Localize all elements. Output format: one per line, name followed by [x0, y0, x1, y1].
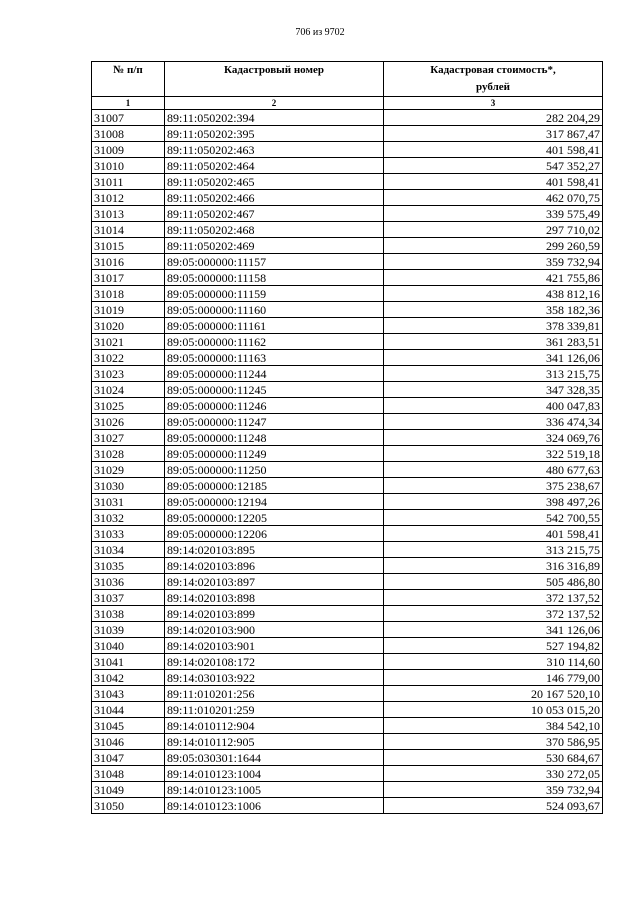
- row-index: 31015: [92, 238, 165, 254]
- table-row: [92, 798, 603, 814]
- cadastral-value-table: [91, 61, 603, 814]
- table-row: [92, 734, 603, 750]
- cadastral-value: 438 812,16: [384, 286, 603, 302]
- cadastral-value: 336 474,34: [384, 414, 603, 430]
- table-row: [92, 638, 603, 654]
- cadastral-number: 89:05:000000:12194: [165, 494, 384, 510]
- table-row: [92, 206, 603, 222]
- header-cadastral-number: Кадастровый номер: [165, 62, 384, 97]
- cadastral-number: 89:11:050202:466: [165, 190, 384, 206]
- cadastral-value: 359 732,94: [384, 254, 603, 270]
- cadastral-number: 89:11:050202:394: [165, 110, 384, 126]
- column-number: 3: [384, 97, 603, 110]
- cadastral-value: 372 137,52: [384, 606, 603, 622]
- table-row: [92, 142, 603, 158]
- table-row: [92, 702, 603, 718]
- column-number-row: [92, 97, 603, 110]
- cadastral-number: 89:05:000000:11249: [165, 446, 384, 462]
- cadastral-value: 358 182,36: [384, 302, 603, 318]
- cadastral-value: 146 779,00: [384, 670, 603, 686]
- cadastral-value: 530 684,67: [384, 750, 603, 766]
- cadastral-value: 359 732,94: [384, 782, 603, 798]
- cadastral-value: 299 260,59: [384, 238, 603, 254]
- cadastral-number: 89:14:020103:895: [165, 542, 384, 558]
- cadastral-value: 547 352,27: [384, 158, 603, 174]
- cadastral-value: 341 126,06: [384, 622, 603, 638]
- row-index: 31030: [92, 478, 165, 494]
- table-row: [92, 254, 603, 270]
- table-row: [92, 414, 603, 430]
- table-row: [92, 494, 603, 510]
- table-row: [92, 398, 603, 414]
- row-index: 31011: [92, 174, 165, 190]
- cadastral-number: 89:14:010123:1006: [165, 798, 384, 814]
- table-row: [92, 526, 603, 542]
- table-row: [92, 110, 603, 126]
- row-index: 31032: [92, 510, 165, 526]
- row-index: 31020: [92, 318, 165, 334]
- table-row: [92, 590, 603, 606]
- cadastral-value: 310 114,60: [384, 654, 603, 670]
- row-index: 31023: [92, 366, 165, 382]
- cadastral-value: 347 328,35: [384, 382, 603, 398]
- cadastral-number: 89:11:050202:464: [165, 158, 384, 174]
- cadastral-number: 89:05:000000:12185: [165, 478, 384, 494]
- row-index: 31027: [92, 430, 165, 446]
- cadastral-number: 89:11:050202:469: [165, 238, 384, 254]
- cadastral-number: 89:14:020103:901: [165, 638, 384, 654]
- row-index: 31029: [92, 462, 165, 478]
- cadastral-number: 89:14:010112:904: [165, 718, 384, 734]
- cadastral-value: 330 272,05: [384, 766, 603, 782]
- row-index: 31042: [92, 670, 165, 686]
- cadastral-value: 372 137,52: [384, 590, 603, 606]
- row-index: 31008: [92, 126, 165, 142]
- row-index: 31026: [92, 414, 165, 430]
- table-row: [92, 270, 603, 286]
- row-index: 31018: [92, 286, 165, 302]
- cadastral-value: 282 204,29: [384, 110, 603, 126]
- cadastral-number: 89:11:010201:256: [165, 686, 384, 702]
- row-index: 31014: [92, 222, 165, 238]
- table-row: [92, 782, 603, 798]
- cadastral-value: 297 710,02: [384, 222, 603, 238]
- table-row: [92, 670, 603, 686]
- cadastral-value: 10 053 015,20: [384, 702, 603, 718]
- table-row: [92, 158, 603, 174]
- cadastral-value: 313 215,75: [384, 366, 603, 382]
- cadastral-value: 378 339,81: [384, 318, 603, 334]
- cadastral-value: 341 126,06: [384, 350, 603, 366]
- cadastral-number: 89:05:000000:11245: [165, 382, 384, 398]
- cadastral-value: 20 167 520,10: [384, 686, 603, 702]
- cadastral-number: 89:14:010123:1005: [165, 782, 384, 798]
- cadastral-number: 89:05:000000:12205: [165, 510, 384, 526]
- row-index: 31040: [92, 638, 165, 654]
- row-index: 31037: [92, 590, 165, 606]
- cadastral-number: 89:14:030103:922: [165, 670, 384, 686]
- cadastral-number: 89:05:000000:12206: [165, 526, 384, 542]
- cadastral-number: 89:14:020108:172: [165, 654, 384, 670]
- row-index: 31047: [92, 750, 165, 766]
- column-number: 2: [165, 97, 384, 110]
- cadastral-number: 89:11:050202:395: [165, 126, 384, 142]
- table-row: [92, 478, 603, 494]
- table-row: [92, 350, 603, 366]
- cadastral-number: 89:05:000000:11160: [165, 302, 384, 318]
- table-row: [92, 510, 603, 526]
- table-row: [92, 606, 603, 622]
- cadastral-number: 89:14:020103:896: [165, 558, 384, 574]
- row-index: 31048: [92, 766, 165, 782]
- table-header-row: [92, 62, 603, 97]
- cadastral-number: 89:11:050202:465: [165, 174, 384, 190]
- cadastral-number: 89:05:000000:11248: [165, 430, 384, 446]
- cadastral-value: 384 542,10: [384, 718, 603, 734]
- row-index: 31010: [92, 158, 165, 174]
- cadastral-number: 89:14:020103:900: [165, 622, 384, 638]
- cadastral-value: 527 194,82: [384, 638, 603, 654]
- cadastral-number: 89:14:010123:1004: [165, 766, 384, 782]
- table-row: [92, 334, 603, 350]
- table-row: [92, 222, 603, 238]
- cadastral-number: 89:11:050202:463: [165, 142, 384, 158]
- row-index: 31007: [92, 110, 165, 126]
- cadastral-value: 401 598,41: [384, 142, 603, 158]
- table-row: [92, 238, 603, 254]
- cadastral-value: 316 316,89: [384, 558, 603, 574]
- row-index: 31013: [92, 206, 165, 222]
- cadastral-number: 89:14:010112:905: [165, 734, 384, 750]
- row-index: 31043: [92, 686, 165, 702]
- cadastral-value: 317 867,47: [384, 126, 603, 142]
- table-row: [92, 686, 603, 702]
- column-number: 1: [92, 97, 165, 110]
- table-row: [92, 174, 603, 190]
- cadastral-number: 89:05:000000:11158: [165, 270, 384, 286]
- table-row: [92, 654, 603, 670]
- table-row: [92, 622, 603, 638]
- table-row: [92, 318, 603, 334]
- cadastral-number: 89:05:000000:11244: [165, 366, 384, 382]
- cadastral-number: 89:05:000000:11161: [165, 318, 384, 334]
- row-index: 31034: [92, 542, 165, 558]
- cadastral-number: 89:14:020103:898: [165, 590, 384, 606]
- row-index: 31019: [92, 302, 165, 318]
- row-index: 31039: [92, 622, 165, 638]
- cadastral-value: 375 238,67: [384, 478, 603, 494]
- row-index: 31017: [92, 270, 165, 286]
- row-index: 31025: [92, 398, 165, 414]
- table-row: [92, 558, 603, 574]
- row-index: 31046: [92, 734, 165, 750]
- cadastral-value: 505 486,80: [384, 574, 603, 590]
- cadastral-value: 480 677,63: [384, 462, 603, 478]
- table-row: [92, 574, 603, 590]
- cadastral-number: 89:05:000000:11250: [165, 462, 384, 478]
- cadastral-value: 370 586,95: [384, 734, 603, 750]
- table-row: [92, 766, 603, 782]
- row-index: 31045: [92, 718, 165, 734]
- cadastral-number: 89:11:050202:467: [165, 206, 384, 222]
- cadastral-number: 89:14:020103:897: [165, 574, 384, 590]
- table-row: [92, 718, 603, 734]
- table-row: [92, 286, 603, 302]
- cadastral-value: 324 069,76: [384, 430, 603, 446]
- cadastral-number: 89:05:000000:11157: [165, 254, 384, 270]
- row-index: 31033: [92, 526, 165, 542]
- cadastral-number: 89:11:050202:468: [165, 222, 384, 238]
- row-index: 31028: [92, 446, 165, 462]
- row-index: 31024: [92, 382, 165, 398]
- cadastral-value: 401 598,41: [384, 174, 603, 190]
- row-index: 31016: [92, 254, 165, 270]
- cadastral-value: 401 598,41: [384, 526, 603, 542]
- cadastral-number: 89:05:000000:11163: [165, 350, 384, 366]
- header-cadastral-value: Кадастровая стоимость*, рублей: [384, 62, 603, 97]
- cadastral-value: 398 497,26: [384, 494, 603, 510]
- row-index: 31021: [92, 334, 165, 350]
- page-number: 706 из 9702: [295, 27, 345, 38]
- row-index: 31009: [92, 142, 165, 158]
- table-row: [92, 542, 603, 558]
- cadastral-value: 462 070,75: [384, 190, 603, 206]
- table-row: [92, 190, 603, 206]
- row-index: 31044: [92, 702, 165, 718]
- cadastral-number: 89:05:000000:11247: [165, 414, 384, 430]
- table-row: [92, 750, 603, 766]
- row-index: 31022: [92, 350, 165, 366]
- cadastral-value: 400 047,83: [384, 398, 603, 414]
- cadastral-number: 89:14:020103:899: [165, 606, 384, 622]
- row-index: 31049: [92, 782, 165, 798]
- table-row: [92, 302, 603, 318]
- cadastral-value: 322 519,18: [384, 446, 603, 462]
- table-row: [92, 430, 603, 446]
- cadastral-number: 89:11:010201:259: [165, 702, 384, 718]
- table-row: [92, 366, 603, 382]
- table-row: [92, 462, 603, 478]
- cadastral-value: 524 093,67: [384, 798, 603, 814]
- cadastral-value: 421 755,86: [384, 270, 603, 286]
- row-index: 31038: [92, 606, 165, 622]
- cadastral-value: 542 700,55: [384, 510, 603, 526]
- header-index: № п/п: [92, 62, 165, 97]
- cadastral-number: 89:05:000000:11246: [165, 398, 384, 414]
- cadastral-number: 89:05:000000:11159: [165, 286, 384, 302]
- cadastral-value: 313 215,75: [384, 542, 603, 558]
- cadastral-value: 339 575,49: [384, 206, 603, 222]
- row-index: 31050: [92, 798, 165, 814]
- cadastral-number: 89:05:000000:11162: [165, 334, 384, 350]
- row-index: 31031: [92, 494, 165, 510]
- cadastral-number: 89:05:030301:1644: [165, 750, 384, 766]
- row-index: 31036: [92, 574, 165, 590]
- row-index: 31041: [92, 654, 165, 670]
- table-row: [92, 446, 603, 462]
- table-row: [92, 126, 603, 142]
- cadastral-value: 361 283,51: [384, 334, 603, 350]
- table-row: [92, 382, 603, 398]
- row-index: 31035: [92, 558, 165, 574]
- row-index: 31012: [92, 190, 165, 206]
